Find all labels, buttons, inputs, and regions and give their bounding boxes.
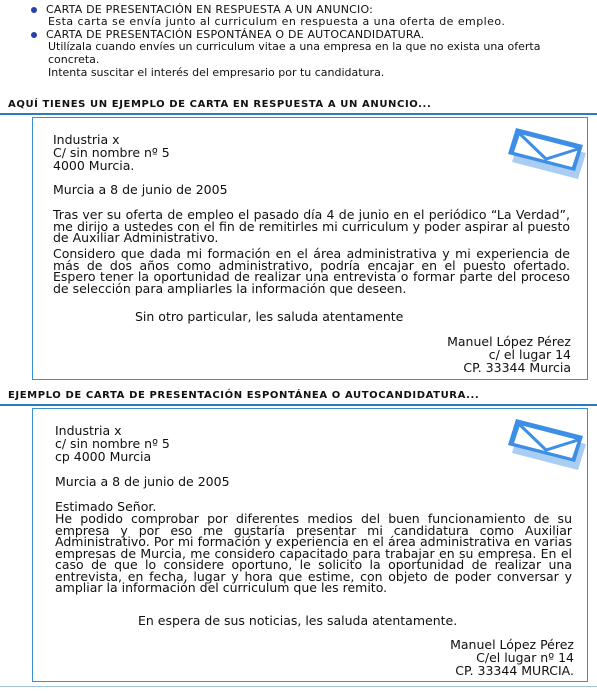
bullet-description: concreta. (48, 53, 100, 66)
signature-line: Manuel López Pérez (447, 334, 571, 349)
bullet-description: Intenta suscitar el interés del empresario por tu candidatura. (48, 66, 385, 79)
address-line: 4000 Murcia. (53, 158, 135, 173)
letter-paragraph: He podido comprobar por diferentes medios del buen funcionamiento de su empresa y por eso me gustaría presentar mi candidatura como Auxiliar Administrativo. Por mi formación y experiencia en el área administrativa en varias empresas de Murcia, me considero capacitado para trabajar en su empresa. En el caso de que lo considere oportuno, le solicito la oportunidad de realizar una entrevista, en fecha, lugar y hora que estime, con objeto de poder conversar y ampliar la información del curriculum que les remito. (55, 511, 572, 595)
address-line: C/ sin nombre nº 5 (53, 145, 170, 160)
envelope-icon (506, 414, 586, 472)
address-line: Industria x (53, 132, 120, 147)
signature-line: C/el lugar nº 14 (476, 650, 574, 665)
signature-line: c/ el lugar 14 (488, 347, 571, 362)
bullet-description: Esta carta se envía junto al curriculum en respuesta a una oferta de empleo. (48, 15, 506, 28)
signature-line: Manuel López Pérez (450, 637, 574, 652)
address-line: c/ sin nombre nº 5 (55, 436, 170, 451)
section-heading: AQUÍ TIENES UN EJEMPLO DE CARTA EN RESPUESTA A UN ANUNCIO... (8, 99, 432, 110)
divider (0, 404, 597, 406)
section-heading: EJEMPLO DE CARTA DE PRESENTACIÓN ESPONTÁNEA O AUTOCANDIDATURA... (8, 390, 480, 401)
letter-closing: En espera de sus noticias, les saluda atentamente. (138, 613, 458, 628)
bullet-icon (31, 32, 37, 38)
letter-date: Murcia a 8 de junio de 2005 (55, 474, 230, 489)
letter-greeting: Estimado Señor. (55, 499, 157, 514)
bullet-title: CARTA DE PRESENTACIÓN ESPONTÁNEA O DE AUTOCANDIDATURA. (46, 28, 425, 41)
divider (0, 113, 597, 115)
bottom-divider (0, 686, 597, 687)
letter-closing: Sin otro particular, les saluda atentamente (135, 309, 404, 324)
letter-example-spontaneous (32, 408, 588, 682)
letter-paragraph: Tras ver su oferta de empleo el pasado día 4 de junio en el periódico “La Verdad”, me dirijo a ustedes con el fin de remitirles mi curriculum y poder aspirar al puesto de Auxiliar Administrativo. (53, 207, 570, 245)
bullet-icon (31, 7, 37, 13)
address-line: cp 4000 Murcia (55, 449, 152, 464)
address-line: Industria x (55, 423, 122, 438)
bullet-description: Utilízala cuando envíes un curriculum vitae a una empresa en la que no exista una oferta (48, 40, 541, 53)
signature-line: CP. 33344 MURCIA. (455, 663, 574, 678)
letter-example-response (32, 117, 588, 380)
bullet-title: CARTA DE PRESENTACIÓN EN RESPUESTA A UN ANUNCIO: (46, 3, 374, 16)
signature-line: CP. 33344 Murcia (463, 360, 571, 375)
letter-paragraph: Considero que dada mi formación en el área administrativa y mi experiencia de más de dos años como administrativo, podría encajar en el puesto ofertado. Espero tener la oportunidad de realizar una entrevista o formar parte del proceso de selección para ampliarles la información que deseen. (53, 246, 570, 296)
letter-date: Murcia a 8 de junio de 2005 (53, 182, 228, 197)
envelope-icon (506, 123, 586, 181)
